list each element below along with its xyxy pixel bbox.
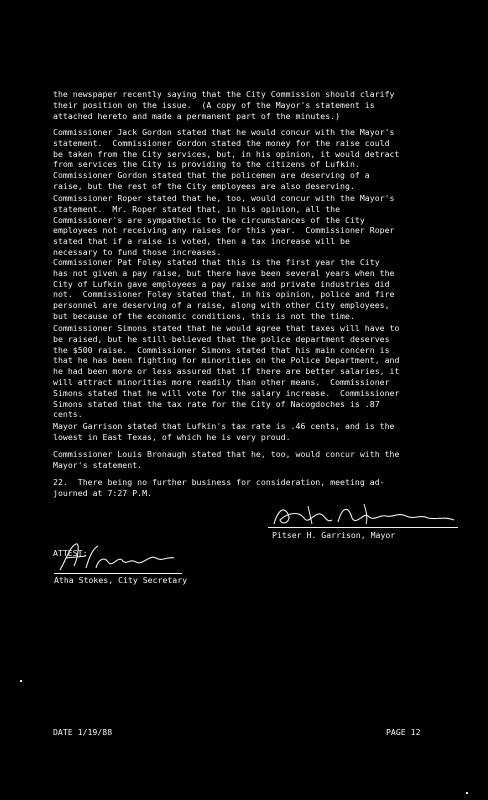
secretary-signature-line (54, 573, 182, 574)
mayor-signature-name: Pitser H. Garrison, Mayor (272, 530, 396, 540)
attest-label: ATTEST: (53, 548, 88, 558)
mayor-signature-scribble (268, 500, 458, 530)
paragraph-gordon: Commissioner Jack Gordon stated that he would concur with the Mayor's statement. Commissioner Gordon stated the money for the raise could be taken from the City services, but, in his opinion, it would detract from services the City is providing to the citizens of Lufkin. Commissioner Gordon stated that the policemen are deserving of a raise, but the rest of the City employees are also deserving. (53, 127, 400, 191)
secretary-signature-scribble (56, 540, 176, 574)
paragraph-foley: Commissioner Pat Foley stated that this is the first year the City has not given a pay raise, but there have been several years when the City of Lufkin gave employees a pay raise and private industries did not. Commissioner Foley stated that, in his opinion, police and fire personnel are deserving of a raise, along with other City employees, but because of the economic conditions, this is not the time. (53, 257, 395, 321)
paragraph-adjournment: 22. There being no further business for consideration, meeting ad- journed at 7:27 P.M. (53, 477, 385, 498)
paragraph-roper: Commissioner Roper stated that he, too, would concur with the Mayor's statement. Mr. Roper stated that, in his opinion, all the Commissioner's are sympathetic to the circumstances of the City employees not receiving any raises for this year. Commissioner Roper stated that if a raise is voted, then a tax increase will be necessary to fund those increases. (53, 193, 395, 257)
footer-date: DATE 1/19/88 (53, 727, 113, 737)
paragraph-bronaugh: Commissioner Louis Bronaugh stated that he, too, would concur with the Mayor's statement. (53, 449, 400, 470)
scan-speck (20, 680, 22, 682)
paragraph-garrison-tax: Mayor Garrison stated that Lufkin's tax rate is .46 cents, and is the lowest in East Texas, of which he is very proud. (53, 421, 395, 442)
mayor-signature-line (268, 527, 458, 528)
secretary-signature-name: Atha Stokes, City Secretary (54, 575, 188, 585)
scan-speck (466, 792, 468, 794)
paragraph-continuation: the newspaper recently saying that the City Commission should clarify their position on the issue. (A copy of the Mayor's statement is attached hereto and made a permanent part of the minutes.) (53, 89, 395, 121)
paragraph-simons: Commissioner Simons stated that he would agree that taxes will have to be raised, but he still believed that the police department deserves the $500 raise. Commissioner Simons stated that his main concern is that he has been fighting for minorities on the Police Department, and he had been more or less assured that if there are better salaries, it will attract minorities more readily than other means. Commissioner Simons stated that he will vote for the salary increase. Commissioner Simons stated that the tax rate for the City of Nacogdoches is .87 cents. (53, 323, 400, 420)
footer-page-number: PAGE 12 (386, 727, 421, 737)
